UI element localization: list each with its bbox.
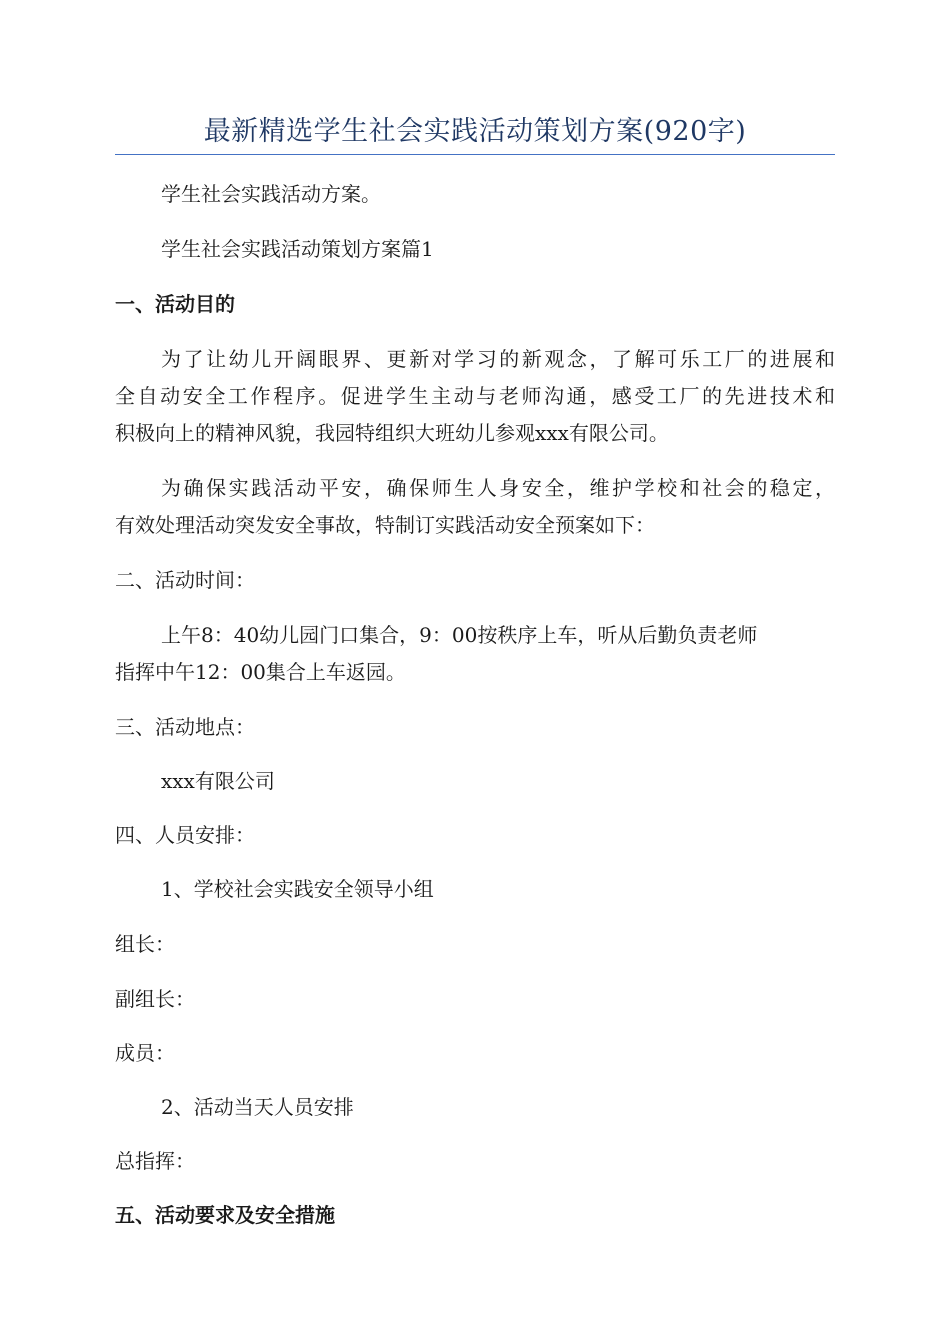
title-underline xyxy=(115,154,835,155)
list-item-day-staff: 2、活动当天人员安排 xyxy=(161,1095,354,1119)
paragraph-purpose-line-2: 全自动安全工作程序。促进学生主动与老师沟通，感受工厂的先进技术和 xyxy=(115,384,835,408)
paragraph-time-line-2: 指挥中午12：00集合上车返园。 xyxy=(115,660,406,684)
section-heading-1: 一、活动目的 xyxy=(115,292,235,316)
field-group-leader: 组长： xyxy=(115,932,175,956)
paragraph-purpose-line-1: 为了让幼儿开阔眼界、更新对学习的新观念，了解可乐工厂的进展和 xyxy=(161,347,835,371)
paragraph-location: xxx有限公司 xyxy=(161,769,275,793)
paragraph-intro: 学生社会实践活动方案。 xyxy=(161,182,381,206)
document-title: 最新精选学生社会实践活动策划方案(920字) xyxy=(203,116,747,147)
section-heading-3: 三、活动地点： xyxy=(115,715,255,739)
paragraph-safety-line-1: 为确保实践活动平安，确保师生人身安全，维护学校和社会的稳定， xyxy=(161,476,835,500)
section-heading-2: 二、活动时间： xyxy=(115,568,255,592)
field-members: 成员： xyxy=(115,1041,175,1065)
list-item-leadership-group: 1、学校社会实践安全领导小组 xyxy=(161,877,434,901)
paragraph-safety-line-2: 有效处理活动突发安全事故，特制订实践活动安全预案如下： xyxy=(115,513,655,537)
field-commander: 总指挥： xyxy=(115,1149,195,1173)
paragraph-time-line-1: 上午8：40幼儿园门口集合，9：00按秩序上车，听从后勤负责老师 xyxy=(161,623,758,647)
section-heading-5: 五、活动要求及安全措施 xyxy=(115,1203,335,1227)
field-deputy-leader: 副组长： xyxy=(115,987,195,1011)
section-heading-4: 四、人员安排： xyxy=(115,823,255,847)
paragraph-subtitle: 学生社会实践活动策划方案篇1 xyxy=(161,237,434,261)
paragraph-purpose-line-3: 积极向上的精神风貌，我园特组织大班幼儿参观xxx有限公司。 xyxy=(115,421,669,445)
